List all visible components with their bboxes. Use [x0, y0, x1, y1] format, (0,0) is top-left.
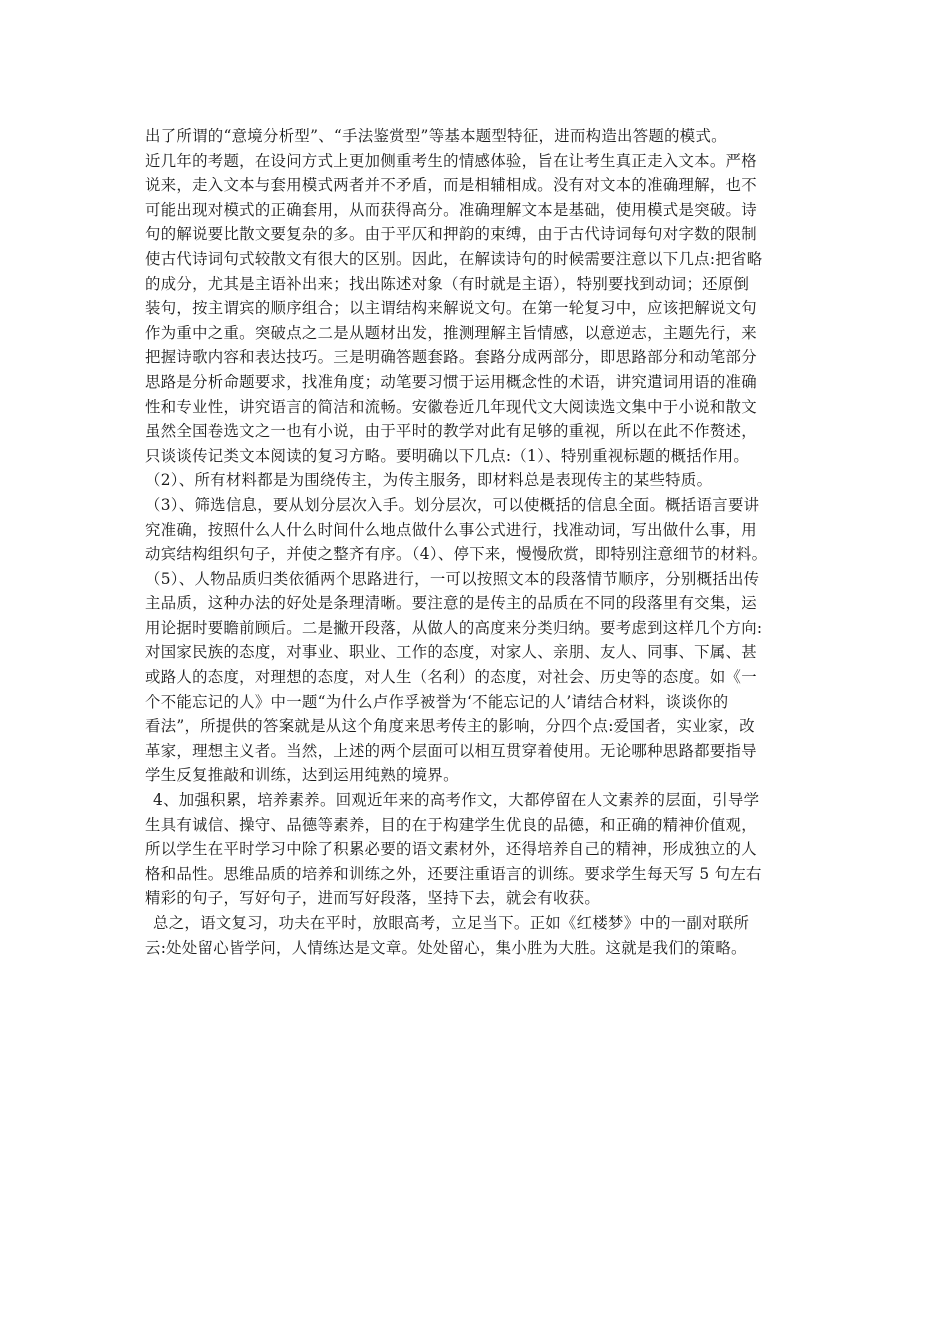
- document-body: [145, 124, 811, 960]
- text-line: 性和专业性，讲究语言的简洁和流畅。安徽卷近几年现代文大阅读选文集中于小说和散文: [145, 397, 757, 416]
- text-line: 或路人的态度，对理想的态度，对人生（名利）的态度，对社会、历史等的态度。如《一: [145, 668, 757, 687]
- text-line: 主品质，这种办法的好处是条理清晰。要注意的是传主的品质在不同的段落里有交集，运: [145, 594, 757, 613]
- paragraph-start-line: 4、加强积累，培养素养。回观近年来的高考作文，大都停留在人文素养的层面，引导学: [153, 791, 760, 810]
- text-line: 格和品性。思维品质的培养和训练之外，还要注重语言的训练。要求学生每天写 5 句左右: [145, 864, 762, 883]
- text-line: 生具有诚信、操守、品德等素养，目的在于构建学生优良的品德，和正确的精神价值观，: [145, 815, 757, 834]
- text-line: （5）、人物品质归类依循两个思路进行，一可以按照文本的段落情节顺序，分别概括出传: [145, 569, 760, 588]
- text-line: 精彩的句子，写好句子，进而写好段落，坚持下去，就会有收获。: [145, 889, 601, 908]
- text-line: 把握诗歌内容和表达技巧。三是明确答题套路。套路分成两部分，即思路部分和动笔部分: [145, 348, 757, 367]
- text-line: 作为重中之重。突破点之二是从题材出发，推测理解主旨情感，以意逆志，主题先行，来: [145, 323, 757, 342]
- text-line: 革家，理想主义者。当然，上述的两个层面可以相互贯穿着使用。无论哪种思路都要指导: [145, 741, 757, 760]
- paragraph-start-line: 总之，语文复习，功夫在平时，放眼高考，立足当下。正如《红楼梦》中的一副对联所: [153, 914, 750, 932]
- text-line: 思路是分析命题要求，找准角度；动笔要习惯于运用概念性的术语，讲究遣词用语的准确: [145, 372, 757, 391]
- text-line: （2）、所有材料都是为围绕传主，为传主服务，即材料总是表现传主的某些特质。: [145, 471, 713, 490]
- text-line: 出了所谓的“意境分析型”、“手法鉴赏型”等基本题型特征，进而构造出答题的模式。: [145, 127, 727, 145]
- text-line: 使古代诗词句式较散文有很大的区别。因此，在解读诗句的时候需要注意以下几点:把省略: [145, 249, 763, 268]
- text-line: 只谈谈传记类文本阅读的复习方略。要明确以下几点:（1）、特别重视标题的概括作用。: [145, 446, 750, 465]
- text-line: 动宾结构组织句子，并使之整齐有序。（4）、停下来，慢慢欣赏，即特别注意细节的材料。: [145, 545, 768, 564]
- text-line: 对国家民族的态度，对事业、职业、工作的态度，对家人、亲朋、友人、同事、下属、甚: [145, 643, 757, 662]
- text-line: 句的解说要比散文要复杂的多。由于平仄和押韵的束缚，由于古代诗词每句对字数的限制: [145, 225, 757, 244]
- text-line: 可能出现对模式的正确套用，从而获得高分。准确理解文本是基础，使用模式是突破。诗: [145, 200, 757, 219]
- text-line: （3）、筛选信息，要从划分层次入手。划分层次，可以使概括的信息全面。概括语言要讲: [145, 495, 760, 514]
- text-line: 所以学生在平时学习中除了积累必要的语文素材外，还得培养自己的精神，形成独立的人: [145, 840, 757, 859]
- text-line: 看法”，所提供的答案就是从这个角度来思考传主的影响，分四个点:爱国者，实业家，改: [145, 717, 755, 736]
- text-line: 近几年的考题，在设问方式上更加侧重考生的情感体验，旨在让考生真正走入文本。严格: [145, 151, 757, 170]
- text-line: 个不能忘记的人》中一题“为什么卢作孚被誉为‘不能忘记的人’请结合材料，谈谈你的: [145, 692, 729, 711]
- text-line: 装句，按主谓宾的顺序组合；以主谓结构来解说文句。在第一轮复习中，应该把解说文句: [145, 299, 757, 318]
- text-line: 云:处处留心皆学问，人情练达是文章。处处留心，集小胜为大胜。这就是我们的策略。: [145, 938, 747, 957]
- text-line: 虽然全国卷选文之一也有小说，由于平时的教学对此有足够的重视，所以在此不作赘述，: [145, 422, 757, 441]
- text-line: 究准确，按照什么人什么时间什么地点做什么事公式进行，找准动词，写出做什么事，用: [145, 520, 757, 539]
- text-line: 学生反复推敲和训练，达到运用纯熟的境界。: [145, 766, 459, 785]
- text-line: 说来，走入文本与套用模式两者并不矛盾，而是相辅相成。没有对文本的准确理解，也不: [145, 176, 757, 195]
- text-line: 的成分，尤其是主语补出来；找出陈述对象（有时就是主语），特别要找到动词；还原倒: [145, 274, 750, 293]
- text-line: 用论据时要瞻前顾后。二是撇开段落，从做人的高度来分类归纳。要考虑到这样几个方向:: [145, 618, 763, 637]
